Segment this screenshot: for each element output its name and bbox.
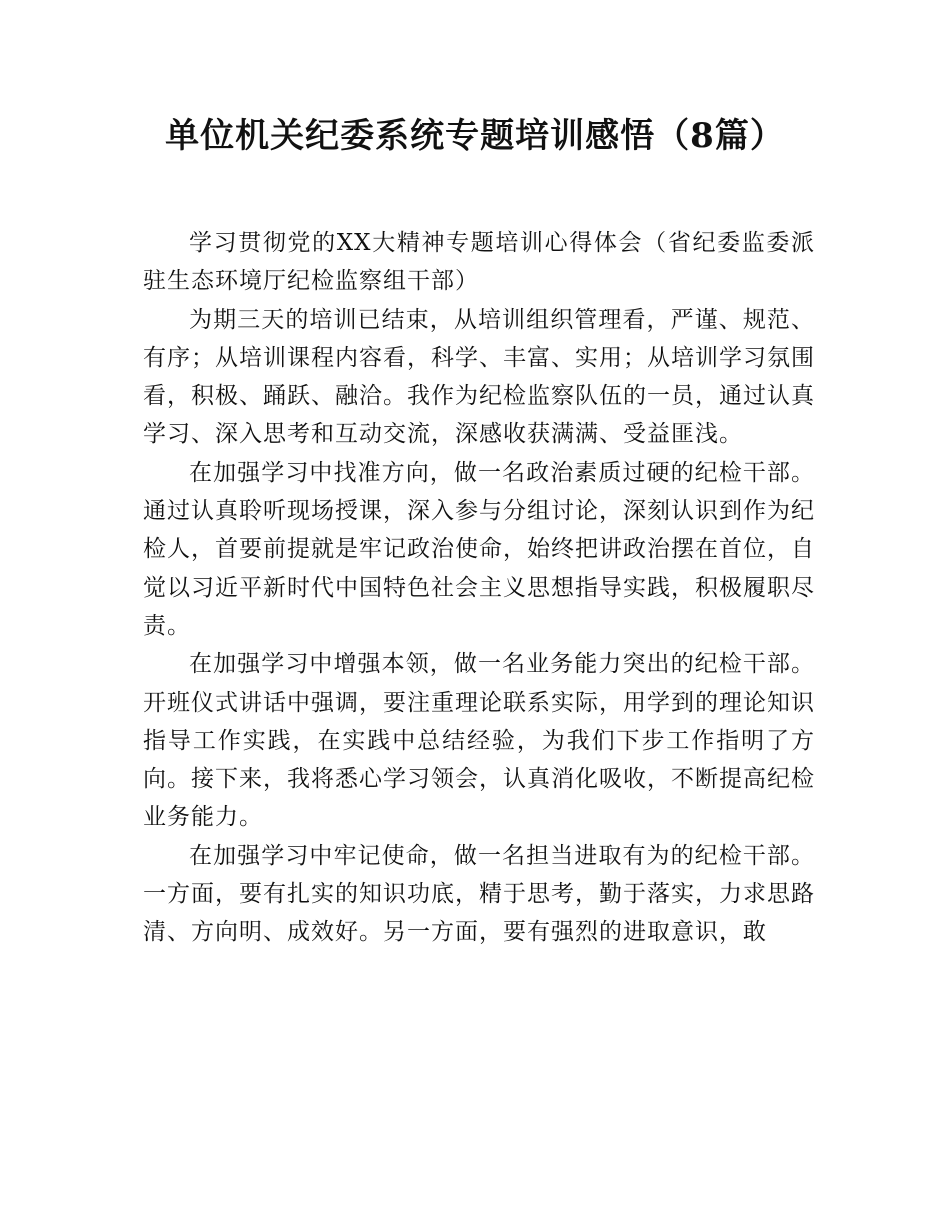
document-title: 单位机关纪委系统专题培训感悟（8篇） [165,116,785,156]
paragraph-direction: 在加强学习中找准方向，做一名政治素质过硬的纪检干部。通过认真聆听现场授课，深入参与分组讨论，深刻认识到作为纪检人，首要前提就是牢记政治使命，始终把讲政治摆在首位，自觉以习近平新时代中国特色社会主义思想指导实践，积极履职尽责。 [143,459,815,639]
paragraph-subtitle: 学习贯彻党的XX大精神专题培训心得体会（省纪委监委派驻生态环境厅纪检监察组干部） [143,230,815,295]
document-body [143,224,815,952]
paragraph-skills: 在加强学习中增强本领，做一名业务能力突出的纪检干部。开班仪式讲话中强调，要注重理论联系实际，用学到的理论知识指导工作实践，在实践中总结经验，为我们下步工作指明了方向。接下来，我将悉心学习领会，认真消化吸收，不断提高纪检业务能力。 [143,651,815,831]
paragraph-intro: 为期三天的培训已结束，从培训组织管理看，严谨、规范、有序；从培训课程内容看，科学、丰富、实用；从培训学习氛围看，积极、踊跃、融洽。我作为纪检监察队伍的一员，通过认真学习、深入思考和互动交流，深感收获满满、受益匪浅。 [143,306,815,448]
paragraph-mission: 在加强学习中牢记使命，做一名担当进取有为的纪检干部。一方面，要有扎实的知识功底，精于思考，勤于落实，力求思路清、方向明、成效好。另一方面，要有强烈的进取意识，敢 [143,842,815,946]
